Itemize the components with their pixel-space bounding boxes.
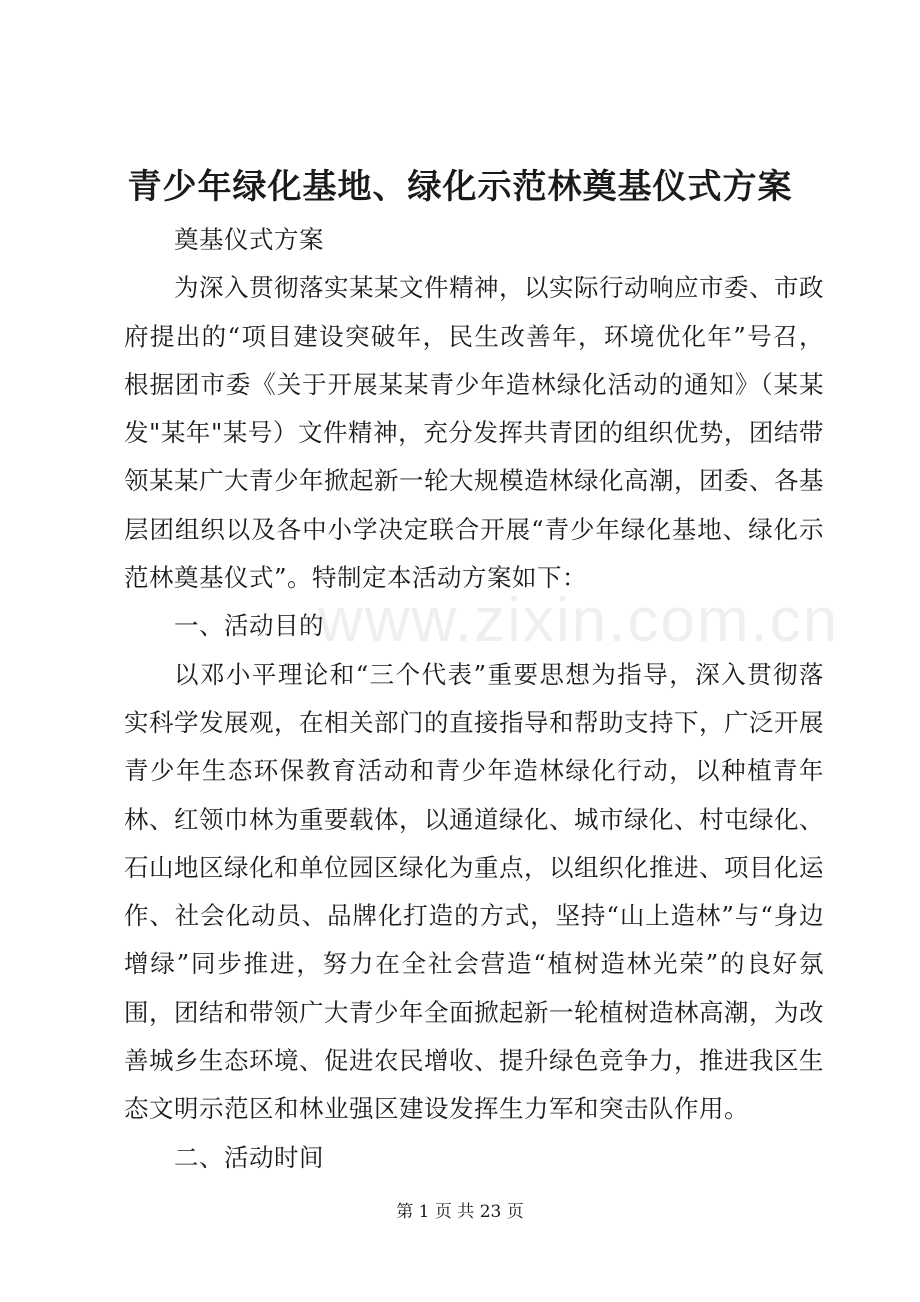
document-body <box>124 216 824 1182</box>
section-heading-time: 二、活动时间 <box>174 1142 324 1172</box>
watermark: www.zixin.com.cn <box>318 586 840 655</box>
page-footer: 第 1 页 共 23 页 <box>396 1202 524 1222</box>
paragraph-intro: 为深入贯彻落实某某文件精神，以实际行动响应市委、市政府提出的“项目建设突破年，民生改善年，环境优化年”号召，根据团市委《关于开展某某青少年造林绿化活动的通知》（某某发"某年"某号）文件精神，充分发挥共青团的组织优势，团结带领某某广大青少年掀起新一轮大规模造林绿化高潮，团委、各基层团组织以及各中小学决定联合开展“青少年绿化基地、绿化示范林奠基仪式”。特制定本活动方案如下： <box>124 273 824 593</box>
paragraph-purpose: 以邓小平理论和“三个代表”重要思想为指导，深入贯彻落实科学发展观，在相关部门的直接指导和帮助支持下，广泛开展青少年生态环保教育活动和青少年造林绿化行动，以种植青年林、红领巾林为重要载体，以通道绿化、城市绿化、村屯绿化、石山地区绿化和单位园区绿化为重点，以组织化推进、项目化运作、社会化动员、品牌化打造的方式，坚持“山上造林”与“身边增绿”同步推进，努力在全社会营造“植树造林光荣”的良好氛围，团结和带领广大青少年全面掀起新一轮植树造林高潮，为改善城乡生态环境、促进农民增收、提升绿色竞争力，推进我区生态文明示范区和林业强区建设发挥生力军和突击队作用。 <box>124 659 824 1124</box>
section-heading-purpose: 一、活动目的 <box>174 611 324 641</box>
document-title: 青少年绿化基地、绿化示范林奠基仪式方案 <box>127 167 793 207</box>
paragraph-subtitle: 奠基仪式方案 <box>174 225 324 254</box>
